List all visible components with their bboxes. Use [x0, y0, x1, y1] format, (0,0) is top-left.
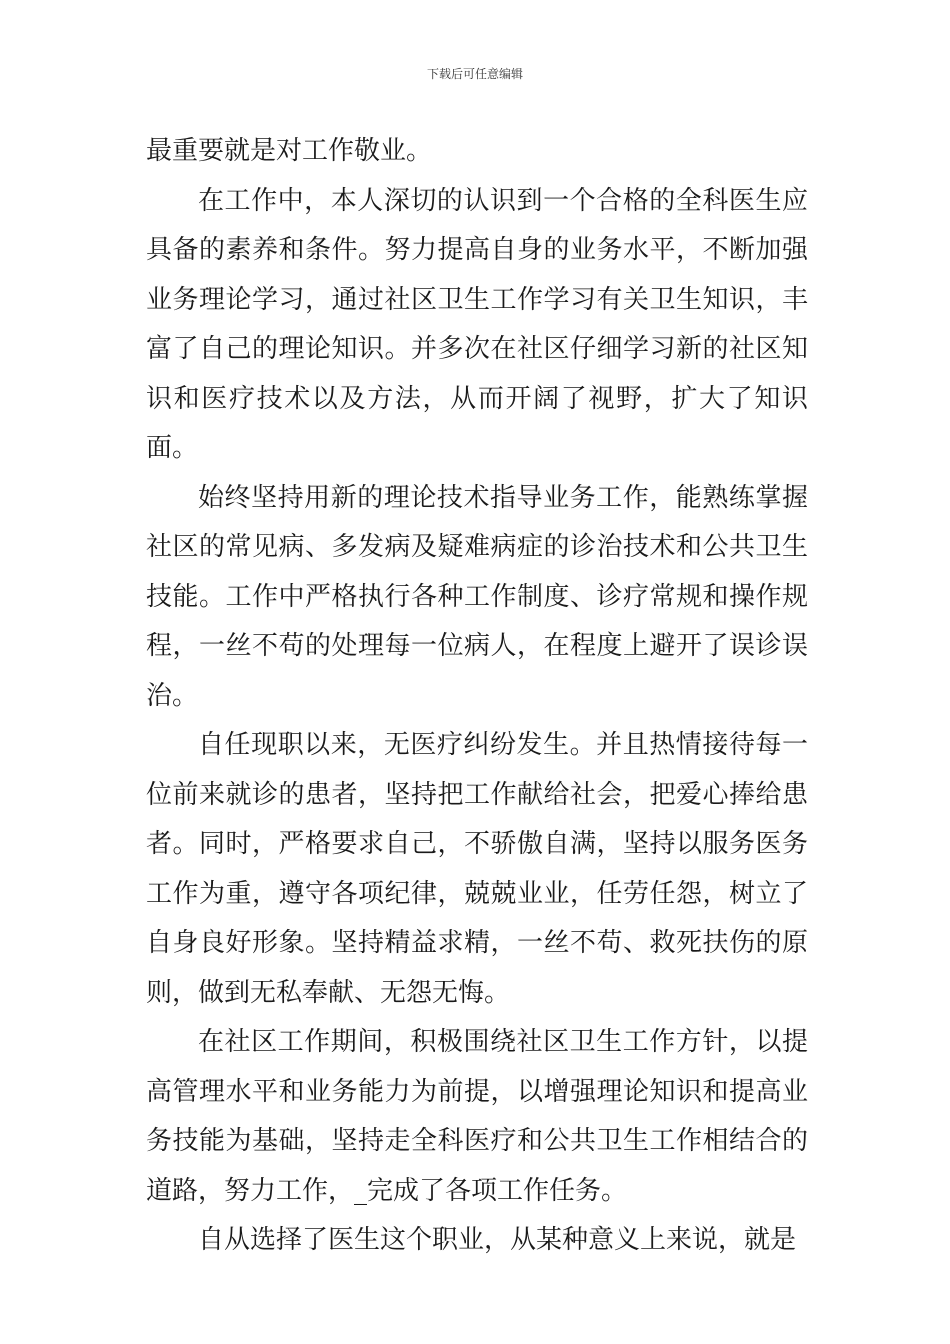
paragraph: 自任现职以来，无医疗纠纷发生。并且热情接待每一位前来就诊的患者，坚持把工作献给社会，把爱心捧给患者。同时，严格要求自己，不骄傲自满，坚持以服务医务工作为重，遵守各项纪律，兢兢业业，任劳任怨，树立了自身良好形象。坚持精益求精，一丝不苟、救死扶伤的原则，做到无私奉献、无怨无悔。 — [146, 730, 808, 1008]
paragraph: 在社区工作期间，积极围绕社区卫生工作方针，以提高管理水平和业务能力为前提，以增强理论知识和提高业务技能为基础，坚持走全科医疗和公共卫生工作相结合的道路，努力工作，_完成了各项工作任务。 — [146, 1027, 808, 1206]
paragraph: 始终坚持用新的理论技术指导业务工作，能熟练掌握社区的常见病、多发病及疑难病症的诊治技术和公共卫生技能。工作中严格执行各种工作制度、诊疗常规和操作规程，一丝不苟的处理每一位病人，在程度上避开了误诊误治。 — [146, 482, 808, 711]
paragraph: 最重要就是对工作敬业。 — [146, 136, 433, 166]
document-body — [146, 127, 808, 1266]
paragraph: 在工作中，本人深切的认识到一个合格的全科医生应具备的素养和条件。努力提高自身的业务水平，不断加强业务理论学习，通过社区卫生工作学习有关卫生知识，丰富了自己的理论知识。并多次在社区仔细学习新的社区知识和医疗技术以及方法，从而开阔了视野，扩大了知识面。 — [146, 185, 808, 463]
page-header: 下载后可任意编辑 — [426, 67, 523, 81]
paragraph: 自从选择了医生这个职业，从某种意义上来说，就是 — [198, 1225, 797, 1255]
